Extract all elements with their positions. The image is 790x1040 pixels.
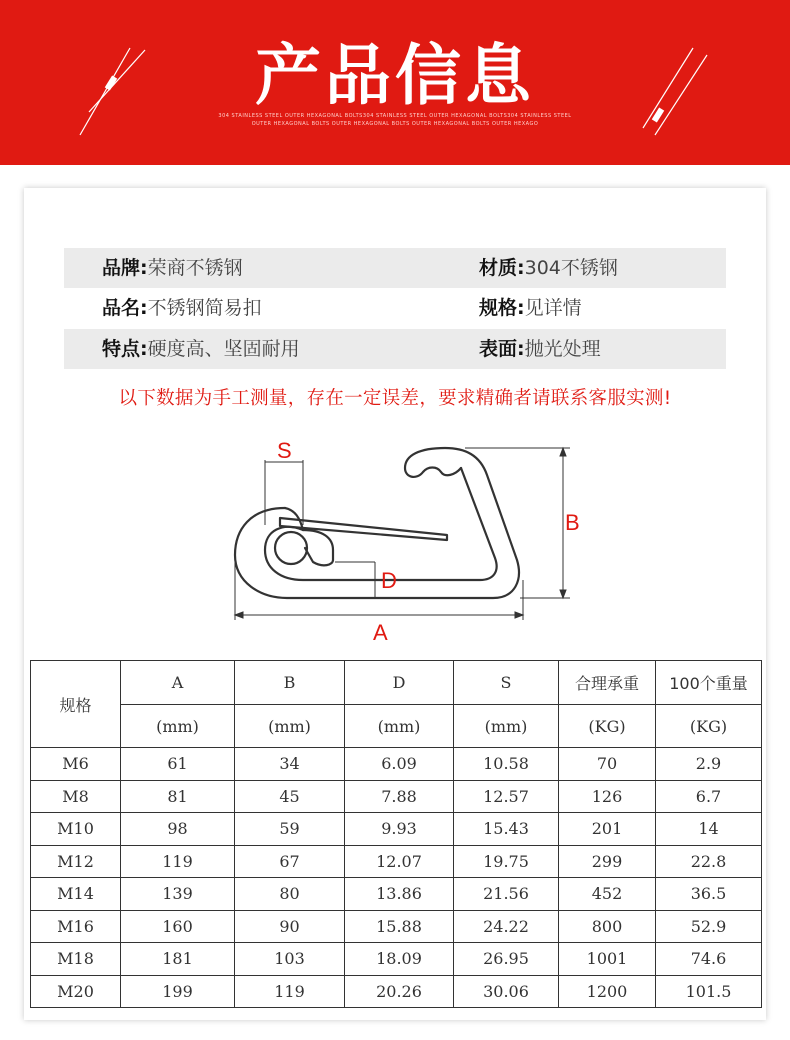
- table-cell: 139: [121, 878, 235, 911]
- table-cell: 19.75: [454, 845, 559, 878]
- header-banner: [0, 0, 790, 165]
- table-cell: 1001: [559, 943, 656, 976]
- table-cell: M10: [31, 813, 121, 846]
- dimension-label-s: S: [277, 438, 292, 463]
- table-cell: 201: [559, 813, 656, 846]
- table-header-row: [31, 661, 762, 705]
- table-cell: 61: [121, 748, 235, 781]
- table-cell: 15.43: [454, 813, 559, 846]
- spec-label: 规格:: [479, 297, 525, 319]
- table-row: [31, 845, 762, 878]
- table-cell: 67: [235, 845, 345, 878]
- dimension-label-b: B: [565, 510, 580, 535]
- surface-label: 表面:: [479, 338, 525, 360]
- table-cell: 22.8: [656, 845, 762, 878]
- table-unit-row: [31, 705, 762, 748]
- table-cell: 452: [559, 878, 656, 911]
- table-cell: M16: [31, 910, 121, 943]
- table-cell: 181: [121, 943, 235, 976]
- table-cell: 13.86: [345, 878, 454, 911]
- table-cell: 59: [235, 813, 345, 846]
- table-row: [31, 943, 762, 976]
- decorative-slash-icon: [635, 40, 715, 140]
- table-cell: 24.22: [454, 910, 559, 943]
- spec-value: 见详情: [524, 297, 582, 319]
- column-header: S: [454, 661, 559, 705]
- table-cell: 126: [559, 780, 656, 813]
- spec-column-header: 规格: [31, 661, 121, 748]
- table-cell: 52.9: [656, 910, 762, 943]
- brand-value: 荣商不锈钢: [147, 257, 243, 279]
- info-row-feature: [64, 329, 726, 369]
- info-row-brand: [64, 248, 726, 288]
- table-row: [31, 780, 762, 813]
- table-cell: 160: [121, 910, 235, 943]
- table-row: [31, 748, 762, 781]
- product-name-label: 品名:: [102, 297, 148, 319]
- table-cell: 15.88: [345, 910, 454, 943]
- table-cell: 199: [121, 975, 235, 1008]
- column-unit: (mm): [121, 705, 235, 748]
- banner-subtitle: 304 STAINLESS STEEL OUTER HEXAGONAL BOLTS304 STAINLESS STEEL OUTER HEXAGONAL BOLTS304 STAINLESS STEEL OUTER HEXAGONAL BOLTS OUTER HEXAGONAL BOLTS OUTER HEXAGONAL BOLTS OUTER HEXAGO: [218, 113, 572, 127]
- column-header: D: [345, 661, 454, 705]
- table-cell: 26.95: [454, 943, 559, 976]
- measurement-notice: 以下数据为手工测量，存在一定误差，要求精确者请联系客服实测!: [118, 388, 672, 409]
- table-cell: 103: [235, 943, 345, 976]
- table-cell: 2.9: [656, 748, 762, 781]
- table-cell: M6: [31, 748, 121, 781]
- table-row: [31, 878, 762, 911]
- table-cell: 9.93: [345, 813, 454, 846]
- spec-table: [30, 660, 762, 1008]
- table-cell: 34: [235, 748, 345, 781]
- table-cell: 81: [121, 780, 235, 813]
- table-cell: 1200: [559, 975, 656, 1008]
- product-name-value: 不锈钢简易扣: [147, 297, 262, 319]
- table-cell: 18.09: [345, 943, 454, 976]
- table-row: [31, 975, 762, 1008]
- feature-value: 硬度高、坚固耐用: [147, 338, 300, 360]
- table-cell: 299: [559, 845, 656, 878]
- column-unit: (mm): [345, 705, 454, 748]
- surface-value: 抛光处理: [524, 338, 601, 360]
- material-label: 材质:: [479, 257, 525, 279]
- info-row-name: [64, 288, 726, 328]
- table-cell: 14: [656, 813, 762, 846]
- table-cell: 10.58: [454, 748, 559, 781]
- table-cell: M20: [31, 975, 121, 1008]
- table-cell: 101.5: [656, 975, 762, 1008]
- table-cell: 74.6: [656, 943, 762, 976]
- table-cell: 20.26: [345, 975, 454, 1008]
- table-cell: 12.07: [345, 845, 454, 878]
- table-cell: 6.09: [345, 748, 454, 781]
- table-cell: M14: [31, 878, 121, 911]
- table-cell: M8: [31, 780, 121, 813]
- page-title: 产品信息: [255, 37, 535, 114]
- table-row: [31, 910, 762, 943]
- table-cell: 119: [121, 845, 235, 878]
- table-cell: 70: [559, 748, 656, 781]
- column-header: B: [235, 661, 345, 705]
- column-unit: (KG): [559, 705, 656, 748]
- table-cell: 30.06: [454, 975, 559, 1008]
- feature-label: 特点:: [102, 338, 148, 360]
- material-value: 304不锈钢: [524, 257, 618, 279]
- table-row: [31, 813, 762, 846]
- table-cell: 800: [559, 910, 656, 943]
- dimension-label-a: A: [373, 620, 388, 645]
- column-unit: (mm): [235, 705, 345, 748]
- table-cell: 98: [121, 813, 235, 846]
- table-cell: M18: [31, 943, 121, 976]
- table-cell: 21.56: [454, 878, 559, 911]
- snap-hook-diagram: [225, 430, 595, 650]
- column-unit: (mm): [454, 705, 559, 748]
- table-cell: M12: [31, 845, 121, 878]
- column-header: 100个重量: [656, 661, 762, 705]
- column-header: 合理承重: [559, 661, 656, 705]
- table-cell: 12.57: [454, 780, 559, 813]
- table-cell: 45: [235, 780, 345, 813]
- column-header: A: [121, 661, 235, 705]
- column-unit: (KG): [656, 705, 762, 748]
- brand-label: 品牌:: [102, 257, 148, 279]
- table-cell: 36.5: [656, 878, 762, 911]
- table-cell: 119: [235, 975, 345, 1008]
- table-cell: 80: [235, 878, 345, 911]
- table-cell: 7.88: [345, 780, 454, 813]
- snap-hook-drawing: [235, 448, 519, 598]
- table-cell: 6.7: [656, 780, 762, 813]
- table-cell: 90: [235, 910, 345, 943]
- dimension-label-d: D: [381, 568, 397, 593]
